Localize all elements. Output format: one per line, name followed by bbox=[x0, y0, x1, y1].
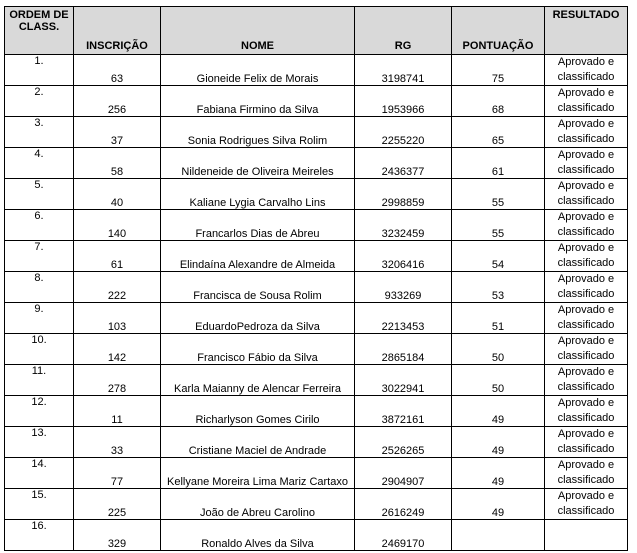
cell-rg: 3232459 bbox=[355, 210, 452, 241]
cell-rg: 3872161 bbox=[355, 396, 452, 427]
cell-nome: Francisca de Sousa Rolim bbox=[161, 272, 355, 303]
header-resultado: RESULTADO bbox=[545, 7, 628, 55]
cell-rg: 3206416 bbox=[355, 241, 452, 272]
cell-rg: 933269 bbox=[355, 272, 452, 303]
cell-rg: 2998859 bbox=[355, 179, 452, 210]
table-row bbox=[5, 86, 628, 117]
table-row bbox=[5, 365, 628, 396]
cell-inscricao: 37 bbox=[74, 117, 161, 148]
cell-rg: 3022941 bbox=[355, 365, 452, 396]
cell-inscricao: 63 bbox=[74, 55, 161, 86]
cell-rg: 2616249 bbox=[355, 489, 452, 520]
table-row bbox=[5, 117, 628, 148]
cell-inscricao: 61 bbox=[74, 241, 161, 272]
cell-pontuacao bbox=[452, 520, 545, 551]
cell-nome: Elindaína Alexandre de Almeida bbox=[161, 241, 355, 272]
cell-resultado: Aprovado e classificado bbox=[545, 458, 628, 489]
cell-nome: Fabiana Firmino da Silva bbox=[161, 86, 355, 117]
cell-ordem: 9. bbox=[5, 303, 74, 334]
cell-ordem: 10. bbox=[5, 334, 74, 365]
cell-nome: Gioneide Felix de Morais bbox=[161, 55, 355, 86]
cell-ordem: 1. bbox=[5, 55, 74, 86]
cell-rg: 2436377 bbox=[355, 148, 452, 179]
cell-ordem: 7. bbox=[5, 241, 74, 272]
cell-inscricao: 278 bbox=[74, 365, 161, 396]
cell-nome: Richarlyson Gomes Cirilo bbox=[161, 396, 355, 427]
cell-pontuacao: 51 bbox=[452, 303, 545, 334]
cell-ordem: 2. bbox=[5, 86, 74, 117]
table-row bbox=[5, 241, 628, 272]
cell-rg: 2865184 bbox=[355, 334, 452, 365]
cell-resultado: Aprovado e classificado bbox=[545, 303, 628, 334]
table-row bbox=[5, 148, 628, 179]
cell-inscricao: 140 bbox=[74, 210, 161, 241]
cell-ordem: 15. bbox=[5, 489, 74, 520]
cell-inscricao: 11 bbox=[74, 396, 161, 427]
results-table bbox=[4, 6, 628, 551]
cell-ordem: 4. bbox=[5, 148, 74, 179]
cell-nome: Francisco Fábio da Silva bbox=[161, 334, 355, 365]
table-row bbox=[5, 303, 628, 334]
cell-resultado: Aprovado e classificado bbox=[545, 365, 628, 396]
header-nome: NOME bbox=[161, 7, 355, 55]
cell-inscricao: 33 bbox=[74, 427, 161, 458]
cell-rg: 2526265 bbox=[355, 427, 452, 458]
table-row bbox=[5, 55, 628, 86]
cell-pontuacao: 55 bbox=[452, 210, 545, 241]
cell-ordem: 14. bbox=[5, 458, 74, 489]
cell-nome: João de Abreu Carolino bbox=[161, 489, 355, 520]
cell-nome: Francarlos Dias de Abreu bbox=[161, 210, 355, 241]
table-row bbox=[5, 179, 628, 210]
cell-nome: Kellyane Moreira Lima Mariz Cartaxo bbox=[161, 458, 355, 489]
cell-ordem: 6. bbox=[5, 210, 74, 241]
header-pontuacao: PONTUAÇÃO bbox=[452, 7, 545, 55]
cell-resultado: Aprovado e classificado bbox=[545, 179, 628, 210]
cell-ordem: 13. bbox=[5, 427, 74, 458]
table-row bbox=[5, 520, 628, 551]
cell-nome: Ronaldo Alves da Silva bbox=[161, 520, 355, 551]
cell-inscricao: 222 bbox=[74, 272, 161, 303]
cell-pontuacao: 49 bbox=[452, 396, 545, 427]
cell-pontuacao: 75 bbox=[452, 55, 545, 86]
cell-ordem: 8. bbox=[5, 272, 74, 303]
cell-pontuacao: 68 bbox=[452, 86, 545, 117]
cell-resultado: Aprovado e classificado bbox=[545, 427, 628, 458]
cell-pontuacao: 61 bbox=[452, 148, 545, 179]
cell-resultado: Aprovado e classificado bbox=[545, 55, 628, 86]
cell-pontuacao: 53 bbox=[452, 272, 545, 303]
cell-nome: Nildeneide de Oliveira Meireles bbox=[161, 148, 355, 179]
cell-rg: 3198741 bbox=[355, 55, 452, 86]
cell-ordem: 3. bbox=[5, 117, 74, 148]
cell-inscricao: 77 bbox=[74, 458, 161, 489]
cell-pontuacao: 49 bbox=[452, 427, 545, 458]
header-rg: RG bbox=[355, 7, 452, 55]
cell-ordem: 16. bbox=[5, 520, 74, 551]
table-row bbox=[5, 427, 628, 458]
cell-rg: 2255220 bbox=[355, 117, 452, 148]
table-row bbox=[5, 396, 628, 427]
cell-nome: Cristiane Maciel de Andrade bbox=[161, 427, 355, 458]
header-row bbox=[5, 7, 628, 55]
cell-rg: 1953966 bbox=[355, 86, 452, 117]
cell-resultado: Aprovado e classificado bbox=[545, 117, 628, 148]
header-ordem: ORDEM DE CLASS. bbox=[5, 7, 74, 55]
cell-resultado: Aprovado e classificado bbox=[545, 334, 628, 365]
cell-pontuacao: 49 bbox=[452, 489, 545, 520]
cell-resultado: Aprovado e classificado bbox=[545, 86, 628, 117]
cell-resultado: Aprovado e classificado bbox=[545, 272, 628, 303]
table-row bbox=[5, 489, 628, 520]
table-row bbox=[5, 458, 628, 489]
cell-nome: EduardoPedroza da Silva bbox=[161, 303, 355, 334]
cell-resultado: Aprovado e classificado bbox=[545, 148, 628, 179]
cell-nome: Sonia Rodrigues Silva Rolim bbox=[161, 117, 355, 148]
cell-pontuacao: 50 bbox=[452, 365, 545, 396]
cell-pontuacao: 50 bbox=[452, 334, 545, 365]
cell-inscricao: 40 bbox=[74, 179, 161, 210]
cell-rg: 2213453 bbox=[355, 303, 452, 334]
cell-pontuacao: 49 bbox=[452, 458, 545, 489]
table-row bbox=[5, 272, 628, 303]
cell-resultado: Aprovado e classificado bbox=[545, 489, 628, 520]
cell-resultado: Aprovado e classificado bbox=[545, 396, 628, 427]
cell-pontuacao: 55 bbox=[452, 179, 545, 210]
cell-inscricao: 142 bbox=[74, 334, 161, 365]
cell-ordem: 12. bbox=[5, 396, 74, 427]
header-inscricao: INSCRIÇÃO bbox=[74, 7, 161, 55]
cell-ordem: 5. bbox=[5, 179, 74, 210]
cell-inscricao: 225 bbox=[74, 489, 161, 520]
cell-pontuacao: 54 bbox=[452, 241, 545, 272]
cell-rg: 2904907 bbox=[355, 458, 452, 489]
cell-nome: Karla Maianny de Alencar Ferreira bbox=[161, 365, 355, 396]
cell-inscricao: 58 bbox=[74, 148, 161, 179]
table-row bbox=[5, 210, 628, 241]
cell-resultado: Aprovado e classificado bbox=[545, 241, 628, 272]
cell-resultado: Aprovado e classificado bbox=[545, 210, 628, 241]
cell-rg: 2469170 bbox=[355, 520, 452, 551]
cell-inscricao: 103 bbox=[74, 303, 161, 334]
cell-ordem: 11. bbox=[5, 365, 74, 396]
cell-nome: Kaliane Lygia Carvalho Lins bbox=[161, 179, 355, 210]
cell-resultado bbox=[545, 520, 628, 551]
table-row bbox=[5, 334, 628, 365]
cell-pontuacao: 65 bbox=[452, 117, 545, 148]
cell-inscricao: 256 bbox=[74, 86, 161, 117]
cell-inscricao: 329 bbox=[74, 520, 161, 551]
